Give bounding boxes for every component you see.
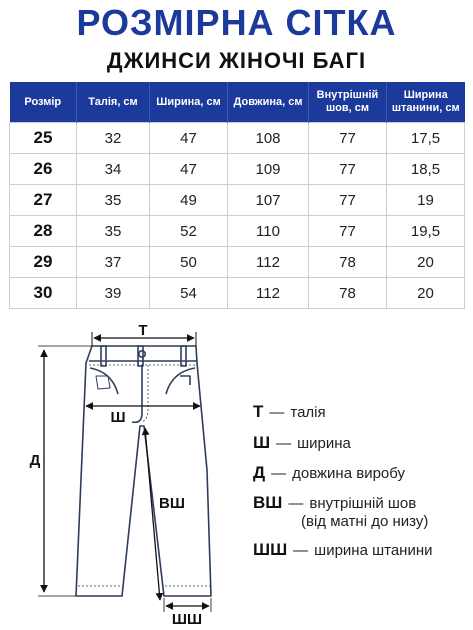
table-cell: 20 <box>387 247 465 278</box>
table-cell: 78 <box>309 278 387 309</box>
label-d: Д <box>29 452 41 469</box>
table-row <box>10 154 465 185</box>
table-cell: 47 <box>150 123 228 154</box>
table-cell-size: 29 <box>10 247 77 278</box>
legend-item-width <box>253 433 351 453</box>
table-cell: 47 <box>150 154 228 185</box>
table-header-row <box>10 82 465 123</box>
legend-dash: — <box>271 465 287 482</box>
legend-text: ширина штанини <box>314 542 433 559</box>
legend-item-waist <box>253 402 326 422</box>
column-header-size: Розмір <box>10 82 77 123</box>
legend-key: ВШ <box>253 493 283 512</box>
size-table <box>9 82 465 309</box>
table-cell: 54 <box>150 278 228 309</box>
table-cell: 19,5 <box>387 216 465 247</box>
table-cell: 77 <box>309 123 387 154</box>
table-cell: 18,5 <box>387 154 465 185</box>
table-cell: 78 <box>309 247 387 278</box>
waist-measure <box>92 322 196 346</box>
column-header-leg-width: Ширина штанини, см <box>387 82 465 123</box>
legend-key: Т <box>253 402 264 421</box>
table-cell: 35 <box>77 216 150 247</box>
table-cell: 34 <box>77 154 150 185</box>
table-row <box>10 185 465 216</box>
table-cell: 52 <box>150 216 228 247</box>
table-row <box>10 123 465 154</box>
column-header-length: Довжина, см <box>228 82 309 123</box>
table-cell: 77 <box>309 216 387 247</box>
page-title: РОЗМІРНА СІТКА <box>76 2 397 43</box>
legend-item-inseam <box>253 493 416 513</box>
legend-item-length <box>253 463 405 483</box>
table-cell: 20 <box>387 278 465 309</box>
label-vsh: ВШ <box>159 495 185 512</box>
legend-item-inseam-note: (від матні до низу) <box>301 513 429 530</box>
legend-dash: — <box>269 404 285 421</box>
table-cell: 107 <box>228 185 309 216</box>
table-cell: 17,5 <box>387 123 465 154</box>
table-cell: 112 <box>228 247 309 278</box>
column-header-waist: Талія, см <box>77 82 150 123</box>
table-cell: 110 <box>228 216 309 247</box>
legend-key: ШШ <box>253 540 288 559</box>
table-row <box>10 216 465 247</box>
table-cell: 108 <box>228 123 309 154</box>
table-cell: 39 <box>77 278 150 309</box>
legend-dash: — <box>288 495 304 512</box>
column-header-width: Ширина, см <box>150 82 228 123</box>
table-cell-size: 25 <box>10 123 77 154</box>
table-cell: 109 <box>228 154 309 185</box>
table-cell-size: 30 <box>10 278 77 309</box>
table-cell-size: 28 <box>10 216 77 247</box>
legend-text: талія <box>290 404 326 421</box>
table-cell: 77 <box>309 154 387 185</box>
label-shsh: ШШ <box>171 611 203 628</box>
label-t: Т <box>138 322 148 339</box>
legend-key: Ш <box>253 433 271 452</box>
legend-item-leg-width <box>253 540 433 560</box>
legend-key: Д <box>253 463 266 482</box>
legend-text: довжина виробу <box>292 465 406 482</box>
legend-text: внутрішній шов <box>309 495 417 512</box>
page-subtitle: ДЖИНСИ ЖІНОЧІ БАГІ <box>106 48 367 73</box>
table-cell: 77 <box>309 185 387 216</box>
leg-width-measure <box>164 598 211 628</box>
table-cell-size: 26 <box>10 154 77 185</box>
table-cell: 19 <box>387 185 465 216</box>
legend-text: ширина <box>297 435 351 452</box>
table-cell-size: 27 <box>10 185 77 216</box>
table-cell: 35 <box>77 185 150 216</box>
legend-dash: — <box>293 542 309 559</box>
table-row <box>10 247 465 278</box>
legend-dash: — <box>276 435 292 452</box>
table-cell: 112 <box>228 278 309 309</box>
jeans-outline <box>76 346 211 596</box>
column-header-inseam: Внутрішній шов, см <box>309 82 387 123</box>
table-cell: 37 <box>77 247 150 278</box>
table-cell: 49 <box>150 185 228 216</box>
table-row <box>10 278 465 309</box>
label-sh: Ш <box>110 409 126 426</box>
table-cell: 32 <box>77 123 150 154</box>
table-cell: 50 <box>150 247 228 278</box>
